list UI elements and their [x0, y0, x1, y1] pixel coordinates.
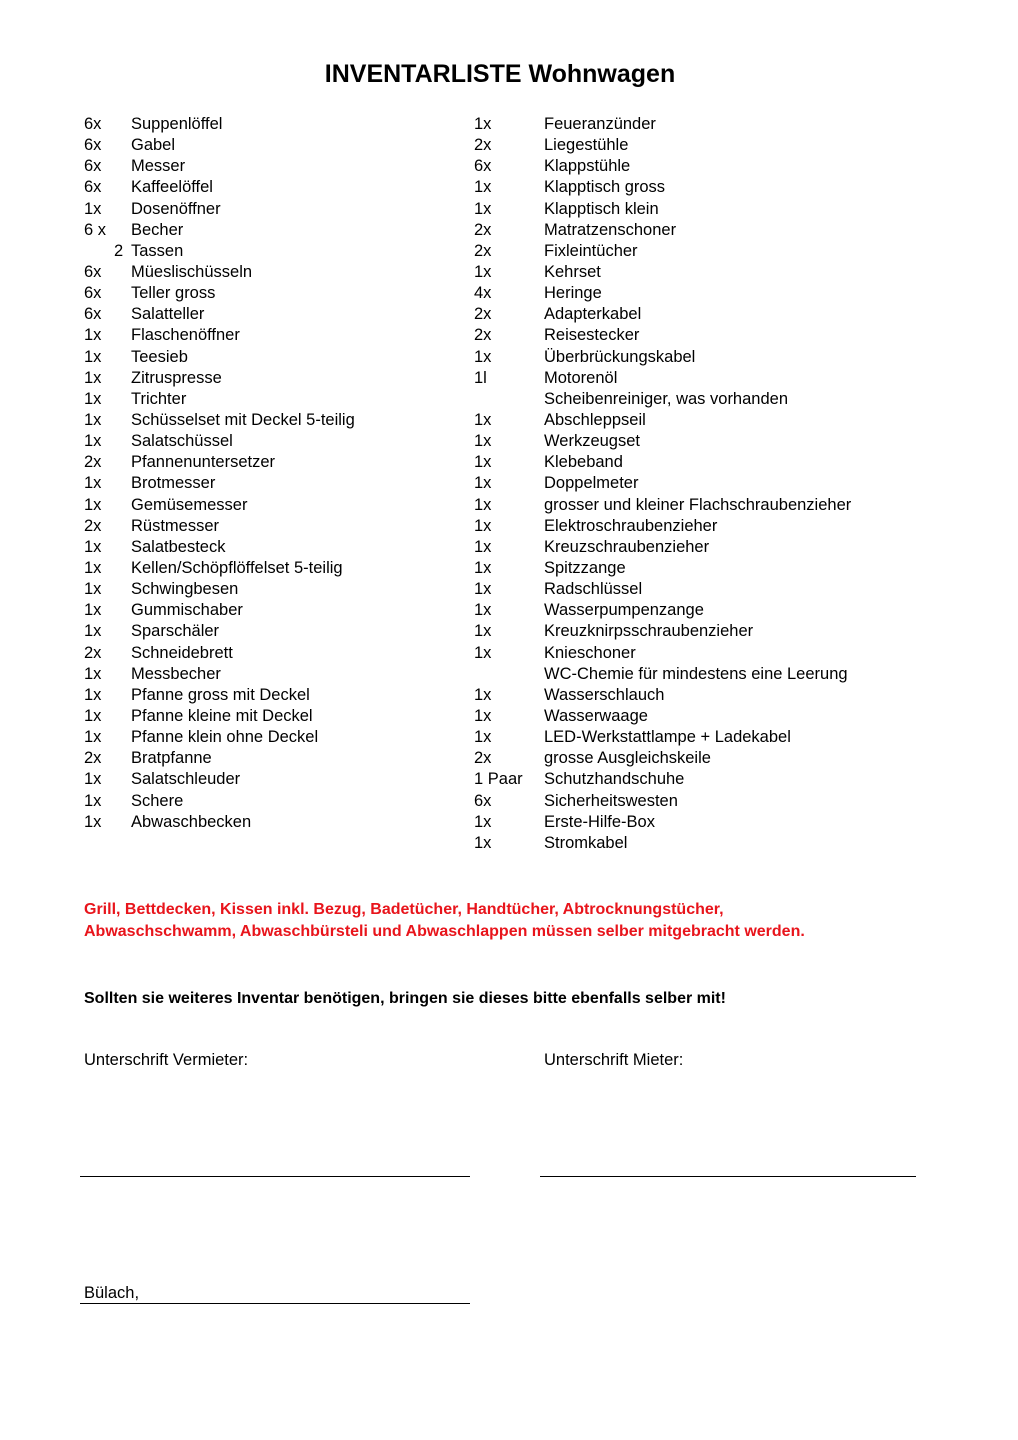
item-quantity: 1x [84, 368, 102, 387]
item-name: Klapptisch klein [544, 199, 659, 218]
item-name: Becher [131, 220, 184, 239]
item-quantity: 6 x [84, 220, 107, 239]
item-quantity: 1x [474, 199, 492, 218]
item-name: Abschleppseil [544, 410, 646, 429]
item-quantity: 1x [84, 558, 102, 577]
item-name: LED-Werkstattlampe + Ladekabel [544, 728, 791, 747]
item-name: Zitruspresse [131, 368, 222, 387]
item-name: Schüsselset mit Deckel 5-teilig [131, 410, 355, 429]
item-name: Salatschleuder [131, 770, 241, 789]
page-title: INVENTARLISTE Wohnwagen [324, 60, 676, 88]
item-name: Suppenlöffel [131, 115, 223, 133]
item-name: Kehrset [544, 262, 601, 281]
item-quantity: 6x [84, 136, 102, 155]
item-name: Motorenöl [544, 368, 618, 387]
item-quantity: 6x [84, 284, 102, 303]
item-quantity: 1x [84, 706, 102, 725]
item-quantity: 1x [84, 791, 102, 810]
item-name: Klebeband [544, 453, 623, 472]
item-name: Scheibenreiniger, was vorhanden [544, 389, 788, 408]
item-quantity: 1x [474, 643, 492, 662]
item-quantity: 1x [474, 474, 492, 493]
tenant-signature-line [540, 1176, 916, 1177]
item-name: WC-Chemie für mindestens eine Leerung [544, 664, 848, 683]
item-quantity: 4x [474, 284, 492, 303]
item-quantity: 6x [84, 115, 102, 133]
item-quantity: 1x [474, 728, 492, 747]
item-quantity: 1x [84, 389, 102, 408]
item-quantity: 1x [474, 622, 492, 641]
item-quantity: 1x [474, 262, 492, 281]
item-quantity: 1x [84, 770, 102, 789]
item-name: Erste-Hilfe-Box [544, 812, 655, 831]
item-quantity: 1x [474, 558, 492, 577]
item-name: Pfanne kleine mit Deckel [131, 706, 313, 725]
item-quantity: 2x [474, 305, 492, 324]
item-quantity: 6x [84, 305, 102, 324]
item-quantity: 2x [474, 326, 492, 345]
item-quantity: 6x [84, 262, 102, 281]
item-name: Doppelmeter [544, 474, 639, 493]
item-name: Pfannenuntersetzer [131, 453, 276, 472]
item-quantity: 2x [474, 136, 492, 155]
item-name: Pfanne klein ohne Deckel [131, 728, 319, 747]
item-quantity: 1x [474, 495, 492, 514]
item-name: Sicherheitswesten [544, 791, 678, 810]
item-quantity: 1x [474, 347, 492, 366]
item-name: grosse Ausgleichskeile [544, 749, 711, 768]
item-quantity: 1x [84, 537, 102, 556]
item-quantity: 2x [474, 241, 492, 260]
additional-inventory-note: Sollten sie weiteres Inventar benötigen, bringen sie dieses bitte ebenfalls selber mit! [84, 990, 726, 1007]
item-quantity: 1x [474, 432, 492, 451]
item-quantity: 2x [474, 749, 492, 768]
item-quantity: 1x [84, 410, 102, 429]
bring-yourself-note-line-1: Grill, Bettdecken, Kissen inkl. Bezug, Badetücher, Handtücher, Abtrocknungstücher, [84, 901, 724, 918]
item-quantity: 2x [84, 749, 102, 768]
item-quantity: 6x [84, 178, 102, 197]
item-name: Werkzeugset [544, 432, 640, 451]
item-name: Müeslischüsseln [131, 262, 253, 281]
item-quantity: 1x [84, 474, 102, 493]
item-quantity: 1x [474, 580, 492, 599]
bring-yourself-note-line-2: Abwaschschwamm, Abwaschbürsteli und Abwaschlappen müssen selber mitgebracht werden. [84, 923, 805, 940]
item-quantity: 2x [84, 453, 102, 472]
bring-yourself-note [84, 899, 805, 943]
item-name: Knieschoner [544, 643, 636, 662]
item-quantity: 6x [474, 791, 492, 810]
item-name: Pfanne gross mit Deckel [131, 685, 310, 704]
item-quantity: 2 [114, 241, 124, 260]
item-name: Schwingbesen [131, 580, 239, 599]
item-name: Heringe [544, 284, 602, 303]
item-name: Feueranzünder [544, 115, 656, 133]
item-name: Stromkabel [544, 833, 628, 852]
item-name: Teller gross [131, 284, 216, 303]
item-name: Messbecher [131, 664, 221, 683]
item-name: Salatschüssel [131, 432, 233, 451]
item-name: Matratzenschoner [544, 220, 677, 239]
item-quantity: 6x [474, 157, 492, 176]
item-name: Klappstühle [544, 157, 631, 176]
item-quantity: 1x [84, 432, 102, 451]
item-name: Kellen/Schöpflöffelset 5-teilig [131, 558, 343, 577]
item-quantity: 1x [84, 199, 102, 218]
item-name: Rüstmesser [131, 516, 220, 535]
landlord-signature-label: Unterschrift Vermieter: [84, 1051, 249, 1069]
item-name: Fixleintücher [544, 241, 638, 260]
item-name: Klapptisch gross [544, 178, 666, 197]
item-quantity: 1x [474, 685, 492, 704]
item-name: Reisestecker [544, 326, 640, 345]
item-name: Abwaschbecken [131, 812, 252, 831]
tenant-signature-label: Unterschrift Mieter: [544, 1051, 684, 1069]
item-quantity: 1x [474, 178, 492, 197]
item-name: Gabel [131, 136, 176, 155]
item-name: Messer [131, 157, 186, 176]
item-name: Salatbesteck [131, 537, 226, 556]
item-name: Überbrückungskabel [544, 347, 696, 366]
item-name: Spitzzange [544, 558, 626, 577]
item-quantity: 1x [84, 812, 102, 831]
item-quantity: 1x [84, 580, 102, 599]
item-name: Elektroschraubenzieher [544, 516, 718, 535]
item-quantity: 1x [84, 601, 102, 620]
item-quantity: 6x [84, 157, 102, 176]
item-name: Tassen [131, 241, 184, 260]
place-date-line [80, 1303, 470, 1304]
item-name: Dosenöffner [131, 199, 221, 218]
item-quantity: 1x [84, 347, 102, 366]
item-quantity: 1x [474, 516, 492, 535]
item-quantity: 1x [84, 622, 102, 641]
item-name: Wasserpumpenzange [544, 601, 704, 620]
item-name: Schneidebrett [131, 643, 233, 662]
item-name: Adapterkabel [544, 305, 642, 324]
item-quantity: 1l [474, 368, 487, 387]
item-quantity: 1x [474, 537, 492, 556]
item-quantity: 1 Paar [474, 770, 523, 789]
item-quantity: 1x [84, 728, 102, 747]
item-name: Liegestühle [544, 136, 629, 155]
item-quantity: 1x [84, 664, 102, 683]
item-quantity: 1x [474, 115, 492, 133]
item-quantity: 1x [84, 326, 102, 345]
item-quantity: 1x [84, 685, 102, 704]
item-quantity: 1x [474, 410, 492, 429]
item-quantity: 2x [84, 516, 102, 535]
item-quantity: 1x [474, 833, 492, 852]
item-name: Trichter [131, 389, 187, 408]
item-name: grosser und kleiner Flachschraubenzieher [544, 495, 852, 514]
item-quantity: 1x [474, 453, 492, 472]
item-name: Gemüsemesser [131, 495, 248, 514]
item-name: Schutzhandschuhe [544, 770, 685, 789]
item-name: Gummischaber [131, 601, 243, 620]
item-quantity: 1x [474, 812, 492, 831]
item-name: Sparschäler [131, 622, 220, 641]
item-name: Wasserschlauch [544, 685, 665, 704]
item-quantity: 1x [474, 706, 492, 725]
place-date-label: Bülach, [84, 1284, 140, 1302]
item-name: Kreuzschraubenzieher [544, 537, 710, 556]
item-name: Brotmesser [131, 474, 216, 493]
item-quantity: 2x [474, 220, 492, 239]
item-name: Teesieb [131, 347, 188, 366]
item-name: Flaschenöffner [131, 326, 240, 345]
item-name: Kreuzknirpsschraubenzieher [544, 622, 754, 641]
item-name: Schere [131, 791, 184, 810]
item-quantity: 2x [84, 643, 102, 662]
item-name: Kaffeelöffel [131, 178, 213, 197]
landlord-signature-line [80, 1176, 470, 1177]
item-name: Wasserwaage [544, 706, 648, 725]
item-quantity: 1x [84, 495, 102, 514]
item-quantity: 1x [474, 601, 492, 620]
item-name: Radschlüssel [544, 580, 643, 599]
item-name: Bratpfanne [131, 749, 212, 768]
item-name: Salatteller [131, 305, 205, 324]
